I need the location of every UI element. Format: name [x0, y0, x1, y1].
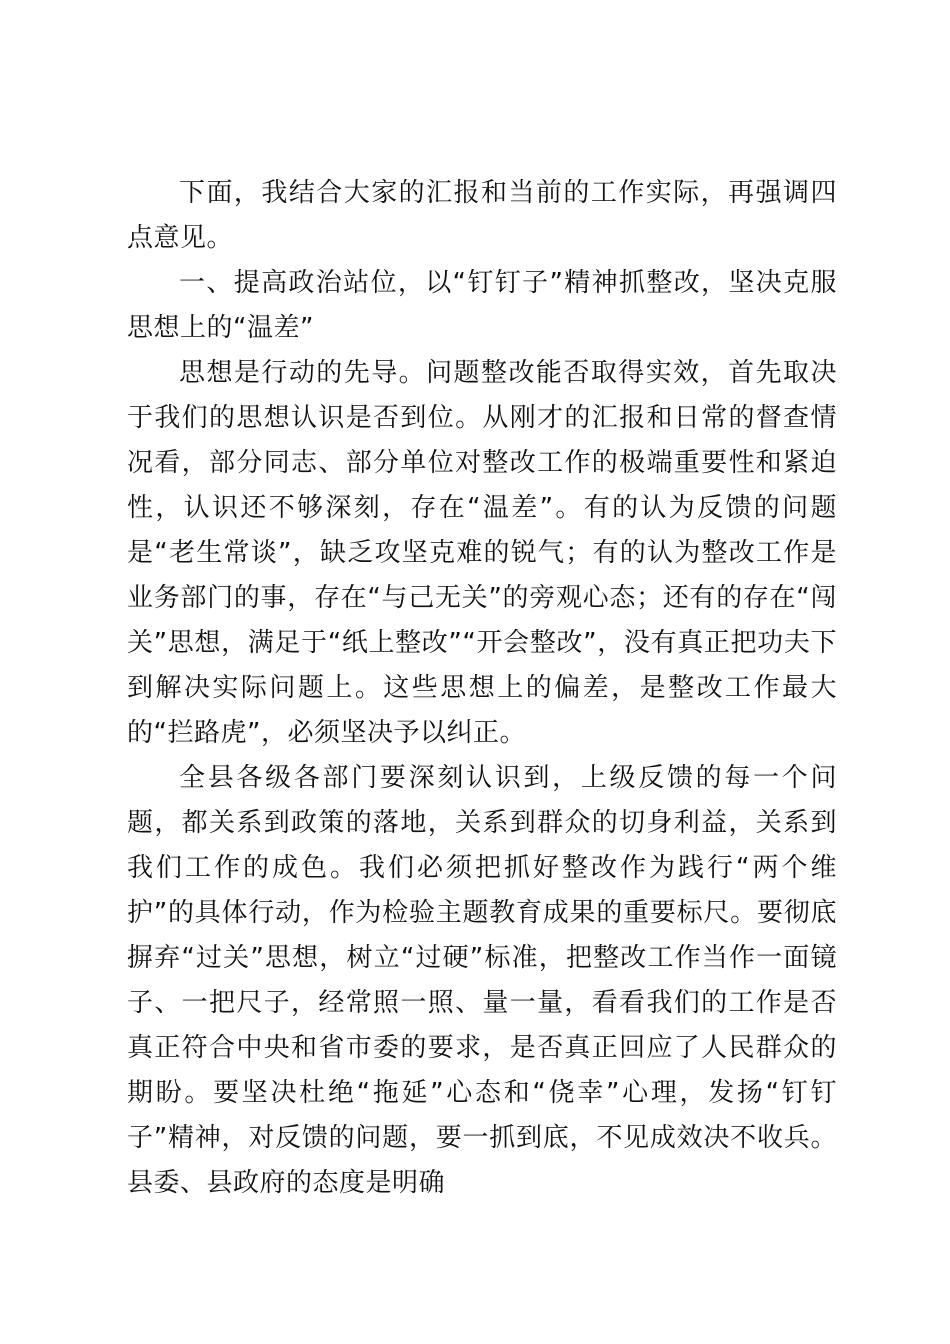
- paragraph-thinking: 思想是行动的先导。问题整改能否取得实效，首先取决于我们的思想认识是否到位。从刚才的汇报和日常的督查情况看，部分同志、部分单位对整改工作的极端重要性和紧迫性，认识还不够深刻，存在“温差”。有的认为反馈的问题是“老生常谈”，缺乏攻坚克难的锐气；有的认为整改工作是业务部门的事，存在“与己无关”的旁观心态；还有的存在“闯关”思想，满足于“纸上整改”“开会整改”，没有真正把功夫下到解决实际问题上。这些思想上的偏差，是整改工作最大的“拦路虎”，必须坚决予以纠正。: [127, 358, 837, 748]
- document-body: [127, 171, 837, 1206]
- paragraph-all-departments: 全县各级各部门要深刻认识到，上级反馈的每一个问题，都关系到政策的落地，关系到群众的切身利益，关系到我们工作的成色。我们必须把抓好整改作为践行“两个维护”的具体行动，作为检验主题教育成果的重要标尺。要彻底摒弃“过关”思想，树立“过硬”标准，把整改工作当作一面镜子、一把尺子，经常照一照、量一量，看看我们的工作是否真正符合中央和省市委的要求，是否真正回应了人民群众的期盼。要坚决杜绝“拖延”心态和“侥幸”心理，发扬“钉钉子”精神，对反馈的问题，要一抓到底，不见成效决不收兵。县委、县政府的态度是明确: [127, 763, 837, 1198]
- paragraph-intro: 下面，我结合大家的汇报和当前的工作实际，再强调四点意见。: [127, 178, 837, 253]
- section-heading: 一、提高政治站位，以“钉钉子”精神抓整改，坚决克服思想上的“温差”: [127, 268, 837, 343]
